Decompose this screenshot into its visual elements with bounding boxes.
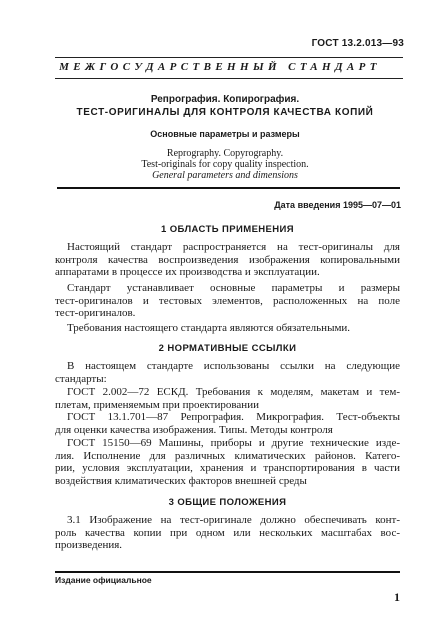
paragraph-line: роль качества копии при одном или нескольких масштабах вос-: [55, 526, 400, 539]
section-heading: 2 НОРМАТИВНЫЕ ССЫЛКИ: [158, 343, 297, 354]
section-heading: 1 ОБЛАСТЬ ПРИМЕНЕНИЯ: [160, 224, 295, 235]
standard-banner: МЕЖГОСУДАРСТВЕННЫЙ СТАНДАРТ: [59, 61, 381, 73]
gost-code: ГОСТ 13.2.013—93: [311, 38, 404, 49]
banner-rule: [55, 78, 403, 79]
paragraph-line: Требования настоящего стандарта являются обязательными.: [67, 322, 351, 334]
paragraph-line: Стандарт устанавливает основные параметры и размеры: [67, 282, 400, 294]
paragraph-line: для оценки качества изображения. Типы. Методы контроля: [55, 423, 333, 436]
paragraph-line: ГОСТ 13.1.701—87 Репрография. Микрография. Тест-объекты: [67, 411, 400, 423]
english-title-line: Test-originals for copy quality inspection.: [141, 159, 309, 170]
title-block: [60, 94, 390, 181]
paragraph: [55, 322, 400, 335]
document-title: ТЕСТ-ОРИГИНАЛЫ ДЛЯ КОНТРОЛЯ КАЧЕСТВА КОПИЙ: [76, 107, 374, 118]
paragraph: [55, 282, 400, 320]
paragraph-line: плетам, применяемым при проектировании: [55, 398, 259, 411]
paragraph-line: произведения.: [55, 539, 123, 552]
paragraph-line: ГОСТ 2.002—72 ЕСКД. Требования к моделям, макетам и тем-: [67, 386, 400, 398]
paragraph: [55, 360, 400, 385]
title-separator: [57, 187, 400, 189]
paragraph-line: контроля качества воспроизведения изображения копировальными: [55, 253, 400, 266]
official-edition-note: Издание официальное: [55, 575, 152, 585]
english-title: [60, 148, 390, 181]
paragraph: [55, 437, 400, 487]
paragraph-line: ГОСТ 15150—69 Машины, приборы и другие технические изде-: [67, 437, 400, 449]
footer-rule: [55, 571, 400, 573]
paragraph: [55, 514, 400, 552]
english-title-line: General parameters and dimensions: [152, 170, 298, 181]
paragraph: [55, 411, 400, 436]
paragraph-line: Настоящий стандарт распространяется на тест-оригиналы для: [67, 241, 400, 253]
title-subject: Репрография. Копирография.: [150, 94, 300, 105]
paragraph-line: 3.1 Изображение на тест-оригинале должно обеспечивать конт-: [67, 514, 400, 526]
section-heading: 3 ОБЩИЕ ПОЛОЖЕНИЯ: [168, 497, 287, 508]
paragraph-line: воздействия климатических факторов внешней среды: [55, 474, 307, 487]
paragraph: [55, 241, 400, 279]
paragraph-line: тест-оригиналов и тестовых элементов, расположенных на поле: [55, 294, 400, 307]
top-rule: [55, 57, 403, 58]
effective-date: Дата введения 1995—07—01: [274, 200, 401, 210]
paragraph-line: В настоящем стандарте использованы ссылки на следующие: [67, 360, 400, 372]
page-number: 1: [394, 590, 400, 604]
paragraph-line: стандарты:: [55, 372, 107, 385]
paragraph: [55, 386, 400, 411]
english-title-line: Reprography. Copyrography.: [166, 148, 284, 159]
paragraph-line: лия. Исполнение для различных климатических районов. Катего-: [55, 449, 400, 462]
paragraph-line: тест-оригиналов.: [55, 307, 136, 320]
paragraph-line: рии, условия эксплуатации, хранения и транспортирования в части: [55, 462, 400, 475]
paragraph-line: аппаратами в процессе их производства и эксплуатации.: [55, 266, 320, 279]
title-subtitle: Основные параметры и размеры: [150, 129, 300, 139]
